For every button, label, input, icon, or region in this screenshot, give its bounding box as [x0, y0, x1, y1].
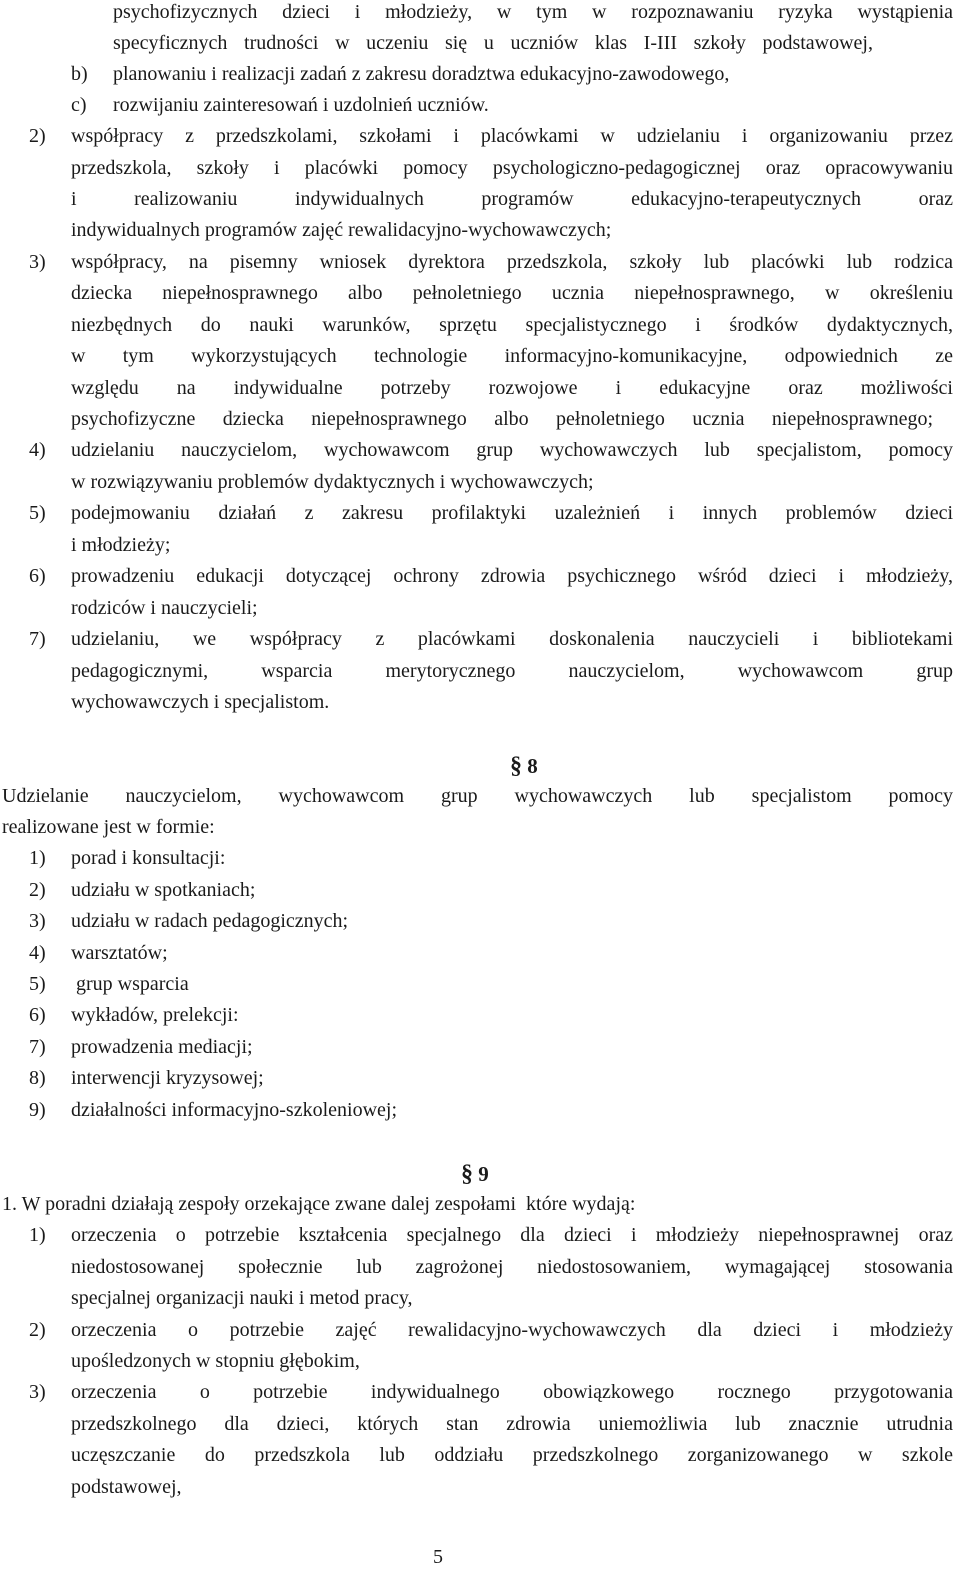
list-marker-2: 2) [29, 125, 46, 147]
s9-item-3-line-4: podstawowej, [71, 1476, 182, 1498]
s8-marker-8: 8) [29, 1067, 46, 1089]
item-3-line-4: w tym wykorzystujących technologie informacyjno-komunikacyjne, odpowiednich ze [71, 345, 953, 367]
s8-item-9: działalności informacyjno-szkoleniowej; [71, 1099, 398, 1121]
s8-item-5: grup wsparcia [71, 973, 189, 995]
s9-item-3-line-3: uczęszczanie do przedszkola lub oddziału przedszkolnego zorganizowanego w szkole [71, 1444, 953, 1466]
list-marker-c: c) [71, 94, 87, 116]
section-8-heading [510, 752, 538, 780]
s8-item-6: wykładów, prelekcji: [71, 1004, 239, 1026]
item-5-line-1: podejmowaniu działań z zakresu profilaktyki uzależnień i innych problemów dzieci [71, 502, 953, 524]
s8-item-2: udziału w spotkaniach; [71, 879, 256, 901]
item-3-line-1: współpracy, na pisemny wniosek dyrektora przedszkola, szkoły lub placówki lub rodzica [71, 251, 953, 273]
s8-item-1: porad i konsultacji: [71, 847, 226, 869]
section-number: 8 [527, 754, 538, 778]
s8-marker-9: 9) [29, 1099, 46, 1121]
s9-item-1-line-2: niedostosowanej społecznie lub zagrożonej niedostosowaniem, wymagającej stosowania [71, 1256, 953, 1278]
s8-marker-6: 6) [29, 1004, 46, 1026]
s9-item-3-line-2: przedszkolnego dla dzieci, których stan zdrowia uniemożliwia lub znacznie utrudnia [71, 1413, 953, 1435]
section-symbol: § [461, 1161, 473, 1187]
item-4-line-1: udzielaniu nauczycielom, wychowawcom grup wychowawczych lub specjalistom, pomocy [71, 439, 953, 461]
item-6-line-1: prowadzeniu edukacji dotyczącej ochrony zdrowia psychicznego wśród dzieci i młodzieży, [71, 565, 953, 587]
section-number: 9 [478, 1162, 489, 1186]
list-item-b: planowaniu i realizacji zadań z zakresu doradztwa edukacyjno-zawodowego, [113, 63, 730, 85]
s8-marker-2: 2) [29, 879, 46, 901]
s9-marker-3: 3) [29, 1381, 46, 1403]
list-marker-7: 7) [29, 628, 46, 650]
s9-item-2-line-1: orzeczenia o potrzebie zajęć rewalidacyjno-wychowawczych dla dzieci i młodzieży [71, 1319, 953, 1341]
s8-marker-7: 7) [29, 1036, 46, 1058]
list-marker-3: 3) [29, 251, 46, 273]
list-marker-5: 5) [29, 502, 46, 524]
section-9-heading [461, 1160, 489, 1188]
s8-item-7: prowadzenia mediacji; [71, 1036, 253, 1058]
item-5-line-2: i młodzieży; [71, 534, 171, 556]
item-7-line-3: wychowawczych i specjalistom. [71, 691, 330, 713]
item-3-line-5: względu na indywidualne potrzeby rozwojowe i edukacyjne oraz możliwości [71, 377, 953, 399]
s9-item-1-line-1: orzeczenia o potrzebie kształcenia specjalnego dla dzieci i młodzieży niepełnosprawnej oraz [71, 1224, 953, 1246]
item-3-line-2: dziecka niepełnosprawnego albo pełnoletniego ucznia niepełnosprawnego, w określeniu [71, 282, 953, 304]
item-4-line-2: w rozwiązywaniu problemów dydaktycznych i wychowawczych; [71, 471, 594, 493]
list-marker-6: 6) [29, 565, 46, 587]
s8-item-8: interwencji kryzysowej; [71, 1067, 264, 1089]
s9-item-2-line-2: upośledzonych w stopniu głębokim, [71, 1350, 360, 1372]
list-item-c: rozwijaniu zainteresowań i uzdolnień uczniów. [113, 94, 489, 116]
item-3-line-3: niezbędnych do nauki warunków, sprzętu specjalistycznego i środków dydaktycznych, [71, 314, 953, 336]
section-8-intro-line-1: Udzielanie nauczycielom, wychowawcom grup wychowawczych lub specjalistom pomocy [2, 785, 953, 807]
s8-item-3: udziału w radach pedagogicznych; [71, 910, 349, 932]
continuation-line-2: specyficznych trudności w uczeniu się u uczniów klas I-III szkoły podstawowej, [113, 32, 873, 54]
list-marker-b: b) [71, 63, 88, 85]
page-number: 5 [433, 1546, 443, 1568]
s8-marker-3: 3) [29, 910, 46, 932]
section-symbol: § [510, 753, 522, 779]
section-9-intro: 1. W poradni działają zespoły orzekające zwane dalej zespołami które wydają: [2, 1193, 636, 1215]
list-marker-4: 4) [29, 439, 46, 461]
item-2-line-1: współpracy z przedszkolami, szkołami i placówkami w udzielaniu i organizowaniu przez [71, 125, 953, 147]
item-7-line-1: udzielaniu, we współpracy z placówkami doskonalenia nauczycieli i bibliotekami [71, 628, 953, 650]
section-8-intro-line-2: realizowane jest w formie: [2, 816, 215, 838]
s9-item-3-line-1: orzeczenia o potrzebie indywidualnego obowiązkowego rocznego przygotowania [71, 1381, 953, 1403]
item-6-line-2: rodziców i nauczycieli; [71, 597, 258, 619]
s8-marker-5: 5) [29, 973, 46, 995]
continuation-line-1: psychofizycznych dzieci i młodzieży, w tym w rozpoznawaniu ryzyka wystąpienia [113, 1, 953, 23]
item-2-line-3: i realizowaniu indywidualnych programów edukacyjno-terapeutycznych oraz [71, 188, 953, 210]
s8-marker-4: 4) [29, 942, 46, 964]
item-3-line-6: psychofizyczne dziecka niepełnosprawnego albo pełnoletniego ucznia niepełnosprawnego; [71, 408, 933, 430]
item-2-line-2: przedszkola, szkoły i placówki pomocy psychologiczno-pedagogicznej oraz opracowywaniu [71, 157, 953, 179]
s8-marker-1: 1) [29, 847, 46, 869]
item-7-line-2: pedagogicznymi, wsparcia merytorycznego nauczycielom, wychowawcom grup [71, 660, 953, 682]
s9-marker-1: 1) [29, 1224, 46, 1246]
item-2-line-4: indywidualnych programów zajęć rewalidacyjno-wychowawczych; [71, 219, 612, 241]
s9-marker-2: 2) [29, 1319, 46, 1341]
s8-item-4: warsztatów; [71, 942, 168, 964]
s9-item-1-line-3: specjalnej organizacji nauki i metod pracy, [71, 1287, 413, 1309]
